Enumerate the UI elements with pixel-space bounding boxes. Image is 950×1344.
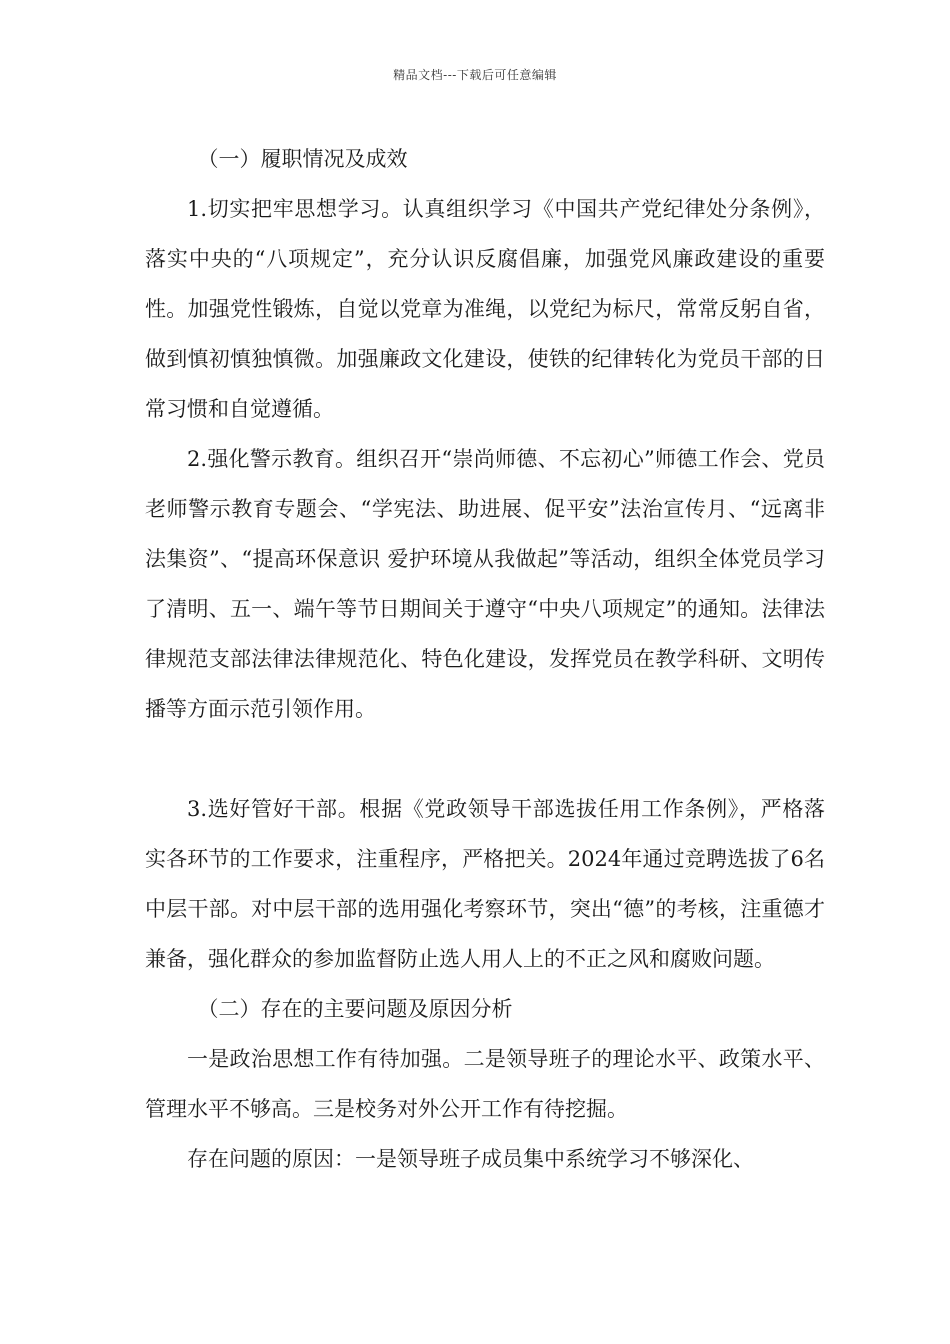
paragraph-1: 1.切实把牢思想学习。认真组织学习《中国共产党纪律处分条例》，落实中央的“八项规定”，充分认识反腐倡廉，加强党风廉政建设的重要性。加强党性锻炼，自觉以党章为准绳，以党纪为标尺，常常反躬自省，做到慎初慎独慎微。加强廉政文化建设，使铁的纪律转化为党员干部的日常习惯和自觉遵循。 [145, 197, 825, 421]
page-header: 精品文档---下载后可任意编辑 [393, 68, 557, 82]
paragraph-4: 一是政治思想工作有待加强。二是领导班子的理论水平、政策水平、管理水平不够高。三是校务对外公开工作有待挖掘。 [145, 1047, 825, 1121]
paragraph-5: 存在问题的原因：一是领导班子成员集中系统学习不够深化、 [187, 1147, 754, 1171]
paragraph-spacer [145, 734, 825, 784]
document-body [145, 134, 825, 1184]
section-heading-2: （二）存在的主要问题及原因分析 [197, 997, 513, 1021]
section-heading-1: （一）履职情况及成效 [197, 147, 408, 171]
paragraph-2: 2.强化警示教育。组织召开“崇尚师德、不忘初心”师德工作会、党员老师警示教育专题会、“学宪法、助进展、促平安”法治宣传月、“远离非法集资”、“提高环保意识 爱护环境从我做起”等活动，组织全体党员学习了清明、五一、端午等节日期间关于遵守“中央八项规定”的通知。法律法律规范支部法律法律规范化、特色化建设，发挥党员在教学科研、文明传播等方面示范引领作用。 [145, 447, 825, 721]
paragraph-3: 3.选好管好干部。根据《党政领导干部选拔任用工作条例》，严格落实各环节的工作要求，注重程序，严格把关。2024年通过竞聘选拔了6名中层干部。对中层干部的选用强化考察环节，突出“德”的考核，注重德才兼备，强化群众的参加监督防止选人用人上的不正之风和腐败问题。 [145, 797, 825, 971]
